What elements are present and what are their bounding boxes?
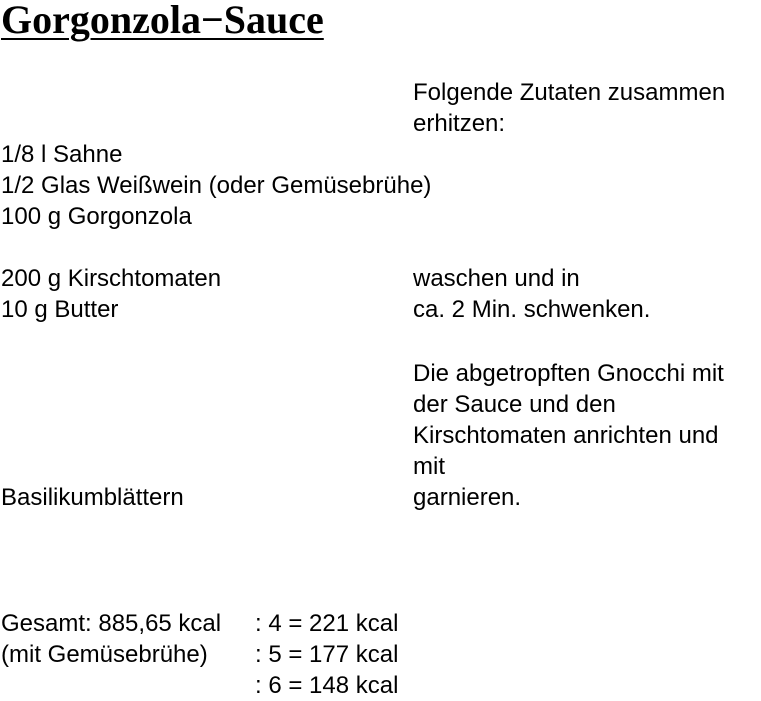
ingredient-line: 1/8 l Sahne <box>1 141 123 168</box>
calories-per-6: : 6 = 148 kcal <box>255 672 399 699</box>
ingredient-line: 10 g Butter <box>1 296 119 323</box>
calories-per-5: : 5 = 177 kcal <box>255 641 399 668</box>
instruction-line: der Sauce und den <box>413 391 616 418</box>
instruction-line: Die abgetropften Gnocchi mit <box>413 360 724 387</box>
instruction-line: mit <box>413 453 445 480</box>
ingredient-line: 200 g Kirschtomaten <box>1 265 222 292</box>
instruction-line: ca. 2 Min. schwenken. <box>413 296 651 323</box>
ingredient-line: 1/2 Glas Weißwein (oder Gemüsebrühe) <box>1 172 432 199</box>
calories-total: Gesamt: 885,65 kcal <box>1 610 222 637</box>
ingredient-line: Basilikumblättern <box>1 484 184 511</box>
recipe-title: Gorgonzola−Sauce <box>1 0 324 42</box>
instruction-line: waschen und in <box>413 265 580 292</box>
ingredient-line: 100 g Gorgonzola <box>1 203 192 230</box>
instruction-line: garnieren. <box>413 484 522 511</box>
calories-variant-note: (mit Gemüsebrühe) <box>1 641 208 668</box>
instruction-line: Kirschtomaten anrichten und <box>413 422 719 449</box>
instruction-line: Folgende Zutaten zusammen <box>413 79 726 106</box>
instruction-line: erhitzen: <box>413 110 506 137</box>
calories-per-4: : 4 = 221 kcal <box>255 610 399 637</box>
